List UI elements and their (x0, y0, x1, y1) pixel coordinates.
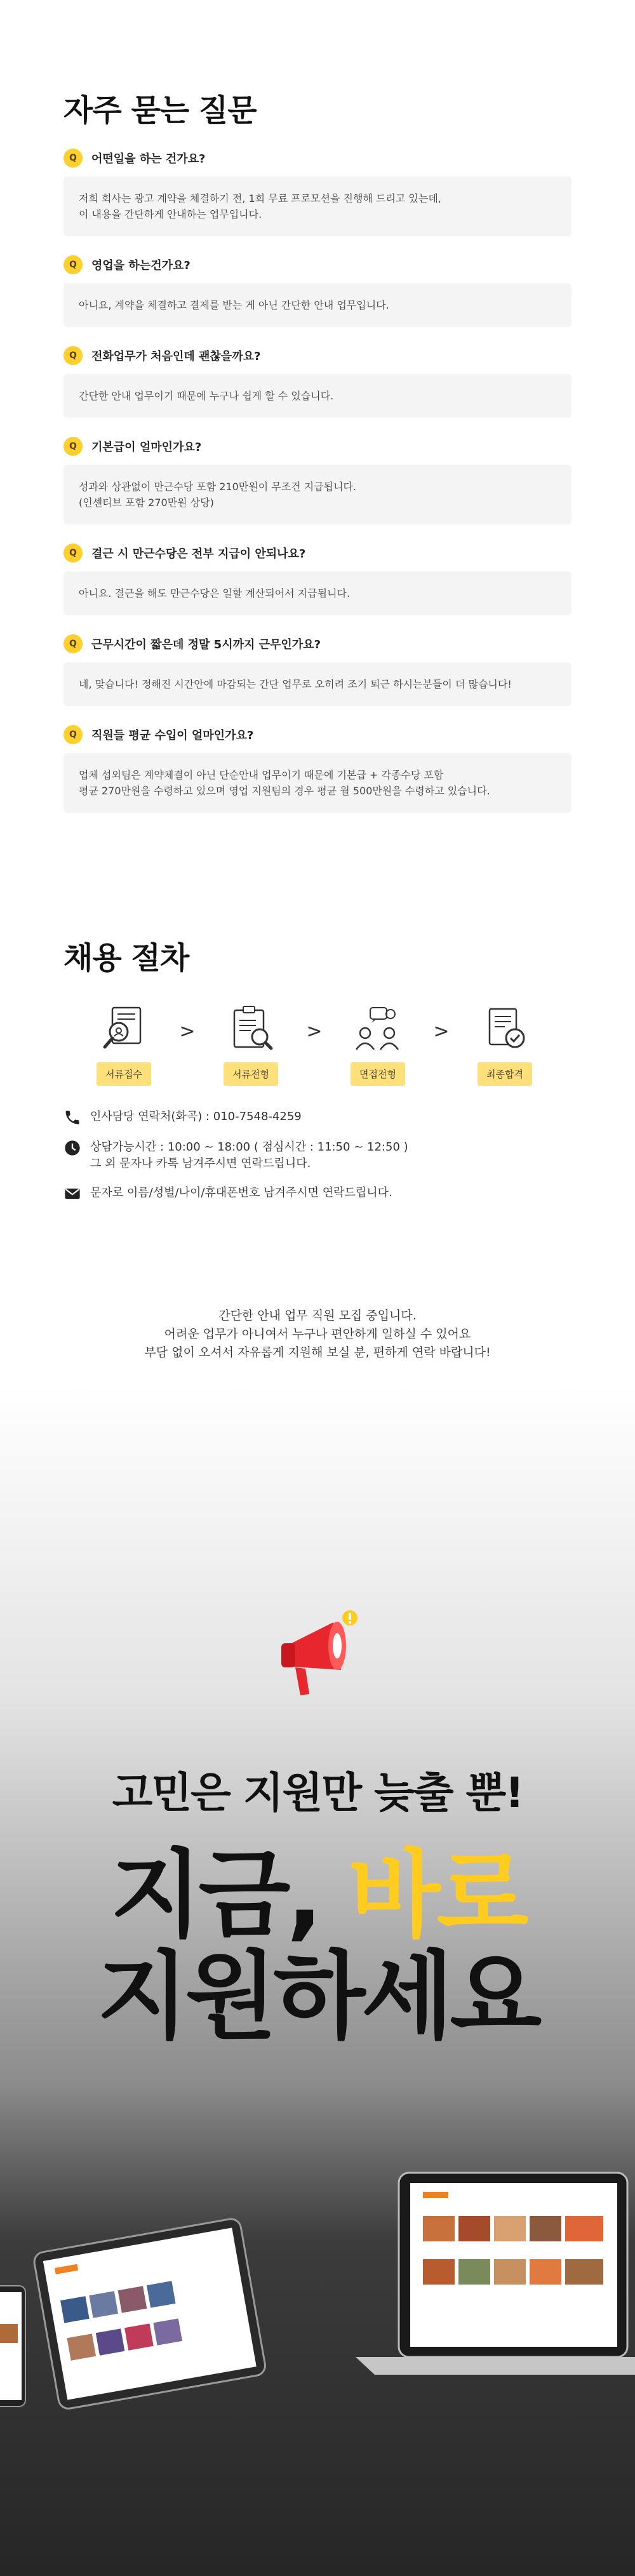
faq-question: 직원들 평균 수입이 얼마인가요? (91, 729, 254, 742)
contact-phone-row (64, 1109, 572, 1126)
hero-line1: 고민은 지원만 늦출 뿐! (112, 1768, 523, 1817)
contact-phone: 인사담당 연락처(화곡) : 010-7548-4259 (90, 1110, 302, 1123)
step-label: 최종합격 (478, 1062, 532, 1086)
faq-question-row (64, 147, 572, 169)
faq-question: 어떤일을 하는 건가요? (91, 152, 206, 166)
faq-question: 기본급이 얼마인가요? (91, 441, 202, 454)
step-arrow: > (433, 1020, 450, 1043)
hero-banner (0, 1384, 635, 2576)
contact-info (64, 1109, 572, 1203)
faq-question: 전화업무가 처음인데 괜찮을까요? (91, 350, 261, 363)
faq-answer: 아니요, 계약을 체결하고 결제를 받는 게 아닌 간단한 안내 업무입니다. (64, 283, 572, 327)
document-search-icon (98, 1003, 149, 1053)
step-final-pass (470, 1003, 540, 1086)
contact-sms: 문자로 이름/성별/나이/휴대폰번호 남겨주시면 연락드립니다. (90, 1186, 392, 1199)
contact-sms-row (64, 1185, 572, 1203)
q-badge-icon: Q (64, 437, 83, 456)
q-badge-icon: Q (64, 634, 83, 653)
clipboard-review-icon (225, 1003, 276, 1053)
step-document-submit (89, 1003, 159, 1086)
phone-mockup (0, 2286, 25, 2406)
step-document-review (216, 1003, 286, 1086)
interview-icon (352, 1003, 403, 1053)
step-arrow: > (179, 1020, 196, 1043)
faq-answer: 네, 맞습니다! 정해진 시간안에 마감되는 간단 업무로 오히려 조기 퇴근 하시는분들이 더 많습니다! (64, 662, 572, 706)
q-badge-icon: Q (64, 149, 83, 168)
q-badge-icon: Q (64, 255, 83, 274)
hero-line2 (0, 1841, 635, 1949)
device-mockups (0, 2095, 635, 2489)
faq-question-row (64, 724, 572, 745)
step-interview (343, 1003, 413, 1086)
contact-hours-row (64, 1139, 572, 1172)
faq-question: 결근 시 만근수당은 전부 지급이 안되나요? (91, 547, 306, 561)
faq-answer: 성과와 상관없이 만근수당 포함 210만원이 무조건 지급됩니다. (인센티브 포함 270만원 상당) (64, 465, 572, 524)
faq-answer: 간단한 안내 업무이기 때문에 누구나 쉽게 할 수 있습니다. (64, 374, 572, 418)
contact-hours: 상담가능시간 : 10:00 ~ 18:00 ( 점심시간 : 11:50 ~ 12:50 ) 그 외 문자나 카톡 남겨주시면 연락드립니다. (90, 1140, 408, 1170)
step-label: 서류전형 (224, 1062, 278, 1086)
faq-question-row (64, 633, 572, 655)
process-title: 채용 절차 (64, 940, 189, 976)
megaphone-icon (270, 1606, 365, 1708)
q-badge-icon: Q (64, 346, 83, 365)
hero-line2-right-away: 바로 (348, 1840, 525, 1951)
laptop-mockup (356, 2173, 635, 2375)
checklist-pass-icon (479, 1003, 530, 1053)
faq-question-row (64, 254, 572, 276)
tablet-mockup (33, 2217, 267, 2410)
faq-answer: 아니요. 결근을 해도 만근수당은 일할 계산되어서 지급됩니다. (64, 571, 572, 615)
hiring-process-section (64, 933, 572, 1215)
faq-question-row (64, 436, 572, 457)
faq-question: 근무시간이 짧은데 정말 5시까지 근무인가요? (91, 638, 321, 651)
q-badge-icon: Q (64, 544, 83, 563)
faq-title: 자주 묻는 질문 (64, 93, 257, 128)
step-arrow: > (306, 1020, 323, 1043)
clock-icon (64, 1139, 81, 1157)
step-label: 면접전형 (351, 1062, 405, 1086)
process-steps (89, 1003, 572, 1086)
recruit-notice: 간단한 안내 업무 직원 모집 중입니다. 어려운 업무가 아니여서 누구나 편안하게 일하실 수 있어요 부담 없이 오셔서 자유롭게 지원해 보실 분, 편하게 연락 바랍니다! (144, 1309, 491, 1359)
faq-section (64, 86, 572, 813)
envelope-icon (64, 1185, 81, 1203)
step-label: 서류접수 (97, 1062, 151, 1086)
faq-question-row (64, 542, 572, 564)
hero-line3: 지원하세요 (97, 1942, 538, 2052)
phone-icon (64, 1109, 81, 1126)
hero-line2-now: 지금, (110, 1840, 349, 1951)
faq-answer: 업체 섭외팀은 계약체결이 아닌 단순안내 업무이기 때문에 기본급 + 각종수당 포함 평균 270만원을 수령하고 있으며 영업 지원팀의 경우 평균 월 500만원을 수령하고 있습니다. (64, 753, 572, 813)
faq-question-row (64, 345, 572, 366)
faq-question: 영업을 하는건가요? (91, 259, 190, 272)
faq-answer: 저희 회사는 광고 계약을 체결하기 전, 1회 무료 프로모션을 진행해 드리고 있는데, 이 내용을 간단하게 안내하는 업무입니다. (64, 177, 572, 236)
faq-list (64, 147, 572, 813)
q-badge-icon: Q (64, 725, 83, 744)
